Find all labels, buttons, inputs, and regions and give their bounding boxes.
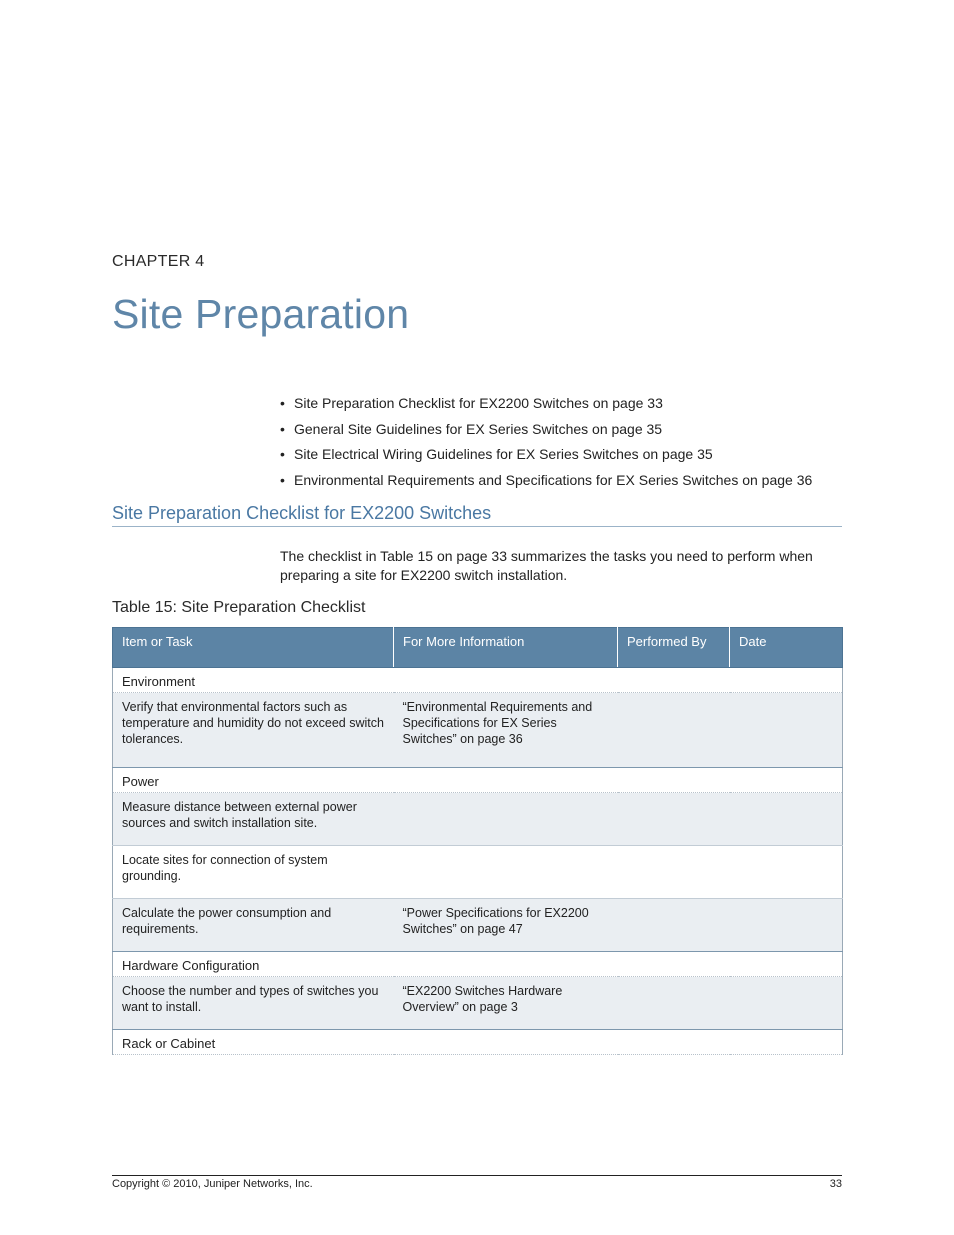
task-cell: Verify that environmental factors such as temperature and humidity do not exceed switch tolerances. [113, 693, 394, 768]
footer-page-number: 33 [829, 1178, 842, 1190]
info-cell: “Power Specifications for EX2200 Switches” on page 47 [394, 899, 618, 952]
task-cell: Measure distance between external power sources and switch installation site. [113, 793, 394, 846]
group-row-power [113, 768, 843, 793]
info-cell [394, 793, 618, 846]
bullet-icon: • [280, 420, 285, 437]
table-row [113, 693, 843, 768]
performed-by-cell [618, 793, 730, 846]
group-label: Environment [113, 668, 843, 693]
table-row [113, 846, 843, 899]
chapter-toc [280, 393, 812, 496]
group-label: Rack or Cabinet [113, 1030, 843, 1055]
info-cell [394, 846, 618, 899]
footer-rule [112, 1175, 842, 1176]
performed-by-cell [618, 693, 730, 768]
date-cell [730, 846, 843, 899]
performed-by-cell [618, 977, 730, 1030]
date-cell [730, 899, 843, 952]
toc-item[interactable] [280, 470, 812, 496]
section-heading: Site Preparation Checklist for EX2200 Switches [112, 503, 842, 527]
toc-item-label: Site Preparation Checklist for EX2200 Switches on page 33 [294, 395, 663, 411]
table-row [113, 899, 843, 952]
bullet-icon: • [280, 395, 285, 411]
performed-by-cell [618, 899, 730, 952]
header-date: Date [730, 628, 843, 668]
task-cell: Choose the number and types of switches you want to install. [113, 977, 394, 1030]
info-cell: “EX2200 Switches Hardware Overview” on page 3 [394, 977, 618, 1030]
table-row [113, 793, 843, 846]
table-header-row [113, 628, 843, 668]
chapter-title: Site Preparation [112, 291, 410, 337]
performed-by-cell [618, 846, 730, 899]
group-row-rack-or-cabinet [113, 1030, 843, 1055]
chapter-label: CHAPTER 4 [112, 253, 205, 270]
table-caption: Table 15: Site Preparation Checklist [112, 599, 366, 616]
header-performed-by: Performed By [618, 628, 730, 668]
date-cell [730, 693, 843, 768]
header-more-information: For More Information [394, 628, 618, 668]
group-label: Power [113, 768, 843, 793]
toc-item[interactable] [280, 419, 812, 445]
toc-item-label: General Site Guidelines for EX Series Switches on page 35 [294, 420, 663, 437]
date-cell [730, 977, 843, 1030]
toc-item[interactable] [280, 393, 812, 419]
footer-copyright: Copyright © 2010, Juniper Networks, Inc. [112, 1178, 313, 1190]
toc-item-label: Site Electrical Wiring Guidelines for EX Series Switches on page 35 [294, 446, 713, 463]
table-row [113, 977, 843, 1030]
site-preparation-checklist-table [112, 627, 843, 1055]
info-cell: “Environmental Requirements and Specifications for EX Series Switches” on page 36 [394, 693, 618, 768]
task-cell: Calculate the power consumption and requirements. [113, 899, 394, 952]
section-intro: The checklist in Table 15 on page 33 summarizes the tasks you need to perform when preparing a site for EX2200 switch installation. [280, 548, 813, 583]
toc-item[interactable] [280, 444, 812, 470]
task-cell: Locate sites for connection of system grounding. [113, 846, 394, 899]
group-label: Hardware Configuration [113, 952, 843, 977]
bullet-icon: • [280, 446, 285, 463]
group-row-hardware-configuration [113, 952, 843, 977]
toc-item-label: Environmental Requirements and Specifications for EX Series Switches on page 36 [294, 472, 813, 489]
bullet-icon: • [280, 472, 285, 489]
group-row-environment [113, 668, 843, 693]
date-cell [730, 793, 843, 846]
header-item-or-task: Item or Task [113, 628, 394, 668]
